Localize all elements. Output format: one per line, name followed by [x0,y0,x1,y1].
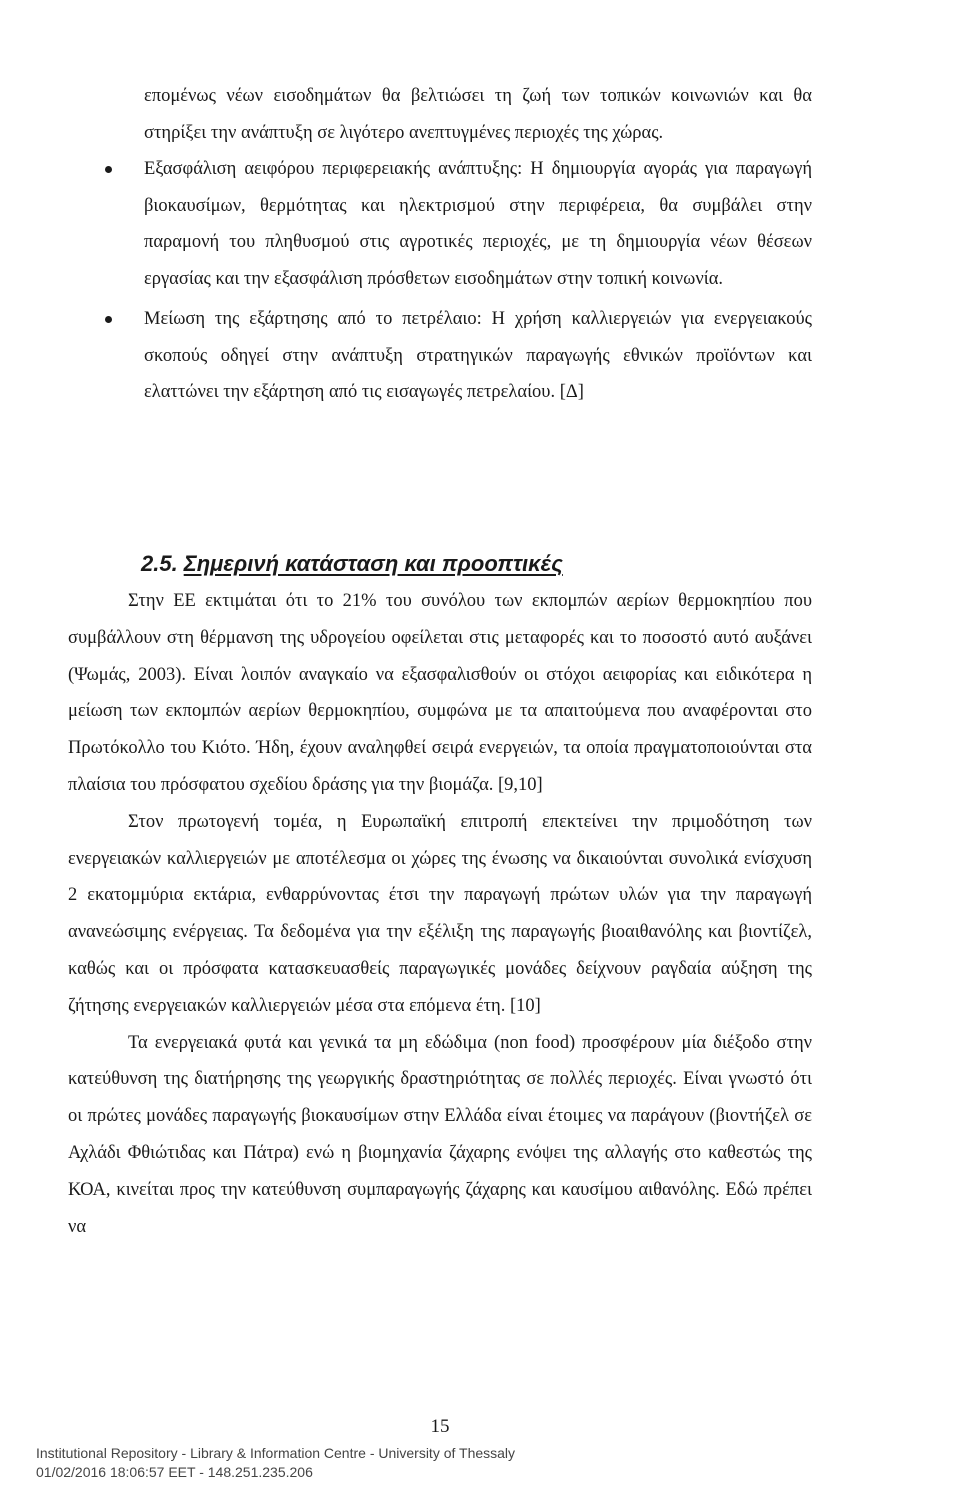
bullet-dot-icon [105,166,112,173]
bullet-text: Εξασφάλιση αειφόρου περιφερειακής ανάπτυξης: Η δημιουργία αγοράς για παραγωγή βιοκαυσίμων, θερμότητας και ηλεκτρισμού στην περιφέρεια, θα συμβάλει στην παραμονή του πληθυσμού στις αγροτικές περιοχές, με τη δημιουργία νέων θέσεων εργασίας και την εξασφάλιση πρόσθετων εισοδημάτων στην τοπική κοινωνία. [144,159,812,289]
continuation-text: επομένως νέων εισοδημάτων θα βελτιώσει τη ζωή των τοπικών κοινωνιών και θα στηρίξει την ανάπτυξη σε λιγότερο ανεπτυγμένες περιοχές της χώρας. [144,86,812,143]
paragraph: Στην ΕΕ εκτιμάται ότι το 21% του συνόλου των εκπομπών αερίων θερμοκηπίου που συμβάλλουν στη θέρμανση της υδρογείου οφείλεται στις μεταφορές και το ποσοστό αυτό αυξάνει (Ψωμάς, 2003). Είναι λοιπόν αναγκαίο να εξασφαλισθούν οι στόχοι αειφορίας και ειδικότερα η μείωση των εκπομπών αερίων θερμοκηπίου, συμφώνα με τα απαιτούμενα που αναφέρονται στο Πρωτόκολλο του Κιότο. Ήδη, έχουν αναληφθεί σειρά ενεργειών, τα οποία πραγματοποιούνται στα πλαίσια του πρόσφατου σχεδίου δράσης για την βιομάζα. [9,10] [68,591,812,795]
bullet-list [92,78,812,411]
section-title: Σημερινή κατάσταση και προοπτικές [183,551,563,576]
bullet-dot-icon [105,316,112,323]
repository-footer [36,1444,515,1482]
paragraph: Στον πρωτογενή τομέα, η Ευρωπαϊκή επιτροπή επεκτείνει την πριμοδότηση των ενεργειακών καλλιεργειών με αποτέλεσμα οι χώρες της ένωσης να δικαιούνται συνολικά ενίσχυση 2 εκατομμύρια εκτάρια, ενθαρρύνοντας έτσι την παραγωγή πρώτων υλών για την παραγωγή ανανεώσιμης ενέργειας. Τα δεδομένα για την εξέλιξη της παραγωγής βιοαιθανόλης και βιοντίζελ, καθώς και οι πρόσφατα κατασκευασθείς παραγωγικές μονάδες δείχνουν ραγδαία αύξηση της ζήτησης ενεργειακών καλλιεργειών μέσα στα επόμενα έτη. [10] [68,811,812,1016]
section-heading [141,549,563,579]
footer-repository-line: Institutional Repository - Library & Information Centre - University of Thessaly [36,1445,516,1461]
footer-timestamp-line: 01/02/2016 18:06:57 EET - 148.251.235.206 [36,1464,313,1480]
bullet-text: Μείωση της εξάρτησης από το πετρέλαιο: Η χρήση καλλιεργειών για ενεργειακούς σκοπούς οδηγεί στην ανάπτυξη στρατηγικών παραγωγής εθνικών προϊόντων και ελαττώνει την εξάρτηση από τις εισαγωγές πετρελαίου. [Δ] [144,309,812,402]
page-number: 15 [430,1416,450,1437]
paragraph: Τα ενεργειακά φυτά και γενικά τα μη εδώδιμα (non food) προσφέρουν μία διέξοδο στην κατεύθυνση της διατήρησης της γεωργικής δραστηριότητας σε πολλές περιοχές. Είναι γνωστό ότι οι πρώτες μονάδες παραγωγής βιοκαυσίμων στην Ελλάδα είναι έτοιμες να παράγουν (βιοντήζελ σε Αχλάδι Φθιώτιδας και Πάτρα) ενώ η βιομηχανία ζάχαρης ενόψει της αλλαγής στο καθεστώς της ΚΟΑ, κινείται προς την κατεύθυνση συμπαραγωγής ζάχαρης και καυσίμου αιθανόλης. Εδώ πρέπει να [68,1032,812,1237]
body-text [68,583,812,1245]
bullet-item [144,301,812,411]
section-number: 2.5. [141,551,178,576]
bullet-item [144,151,812,297]
